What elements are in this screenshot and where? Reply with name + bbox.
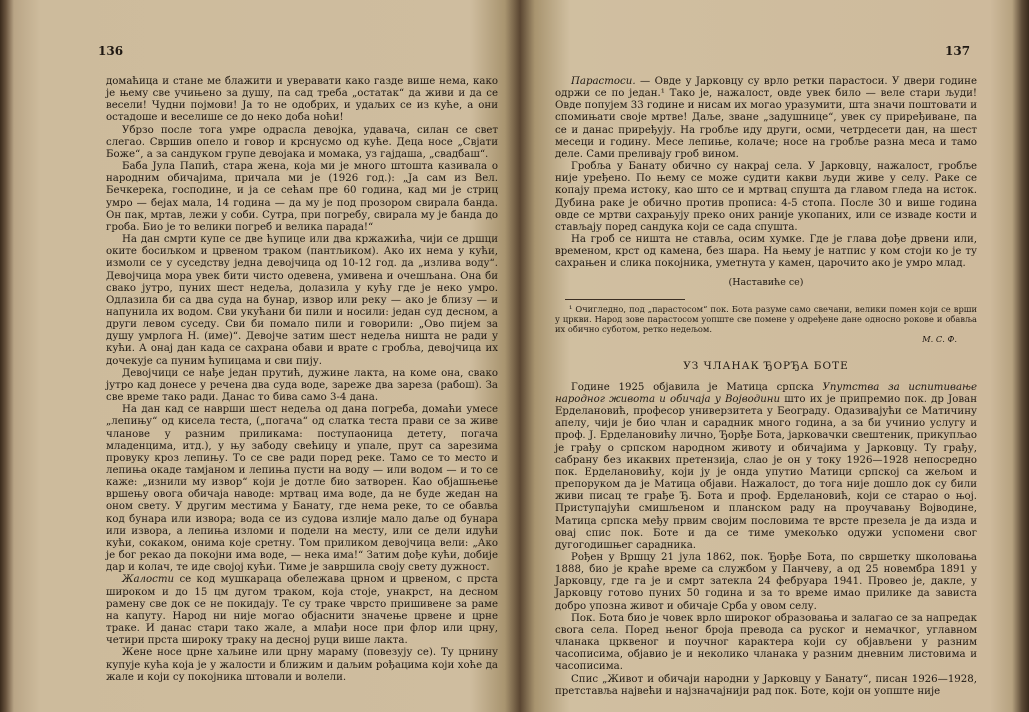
- paragraph-body: — Овде у Јарковцу су врло ретки парастоси. У двери године одржи се по један.¹ Тако је, нажалост, овде увек било — веле стари људи! Овде попујем 33 године и нисам их могао уразумити, шта значи поштовати и спомињати своје мртве! Даље, зване „задушнице“, увек су приређиване, па се и данас приређују. На гробље иду други, осми, четрдесети дан, на шест месеци и годину. Месе лепиње, колаче; носе на гробље разна меса и тамо деле. Сами преливају гроб вином.: [555, 76, 977, 160]
- paragraph: Спис „Живот и обичаји народни у Јарковцу у Банату“, писан 1926—1928, претставља највећи и најзначајнији рад пок. Боте, који он уопште није: [555, 673, 977, 697]
- paragraph: Гробља у Банату обично су накрај села. У Јарковцу, нажалост, гробље није уређено. По њему се може судити какви људи живе у селу. Раке се копају према истоку, као што се и мртвац спушта да главом гледа на исток. Дубина раке је обично против прописа: 4-5 стопа. После 30 и више година овде се мртви сахрањују преко оних раније укопаних, или се изваде кости и стављају поред сандука који се сада спушта.: [555, 161, 977, 233]
- footnote-rule: [565, 299, 685, 300]
- paragraph: Жалости се код мушкараца обележава црном и црвеном, с прста широком и до 15 цм дугом траком, која стоје, унакрст, на десном рамену све док се не покидају. Те су траке чврсто пришивене за раме на капуту. Народ ни није могао објаснити значење црвене и црне траке. И данас стари тако жале, а млађи носе при флор или црну, четири прста широку траку на десној руци више лакта.: [106, 574, 498, 647]
- right-page: [535, 0, 1005, 712]
- right-page-text: [555, 76, 977, 698]
- paragraph: домаћица и стане ме блажити и уверавати како газде више нема, како је њему све учињено за душу, па сад треба „остатак“ да живи и да се весели! Чудни појмови! Ја то не одобрих, и удаљих се из куће, а они остадоше и веселише се до неко доба ноћи!: [106, 76, 498, 124]
- footnote-signature: М. С. Ф.: [922, 333, 957, 344]
- parastosi-label: Парастоси.: [571, 76, 636, 87]
- zalosti-label: Жалости: [122, 574, 175, 586]
- left-page-text: [106, 76, 498, 684]
- paragraph: На дан кад се наврши шест недеља од дана погреба, домаћи умесе „лепињу“ од кисела теста, („погача“ од слатка теста прави се за живе чланове у разним приликама: поступаоница детету, погача младенцима, итд.), у њу забоду свећицу и упале, прут са зарезима провуку кроз лепињу. То се све ради поред реке. Тамо се то место и лепиња окаде тамјаном и лепиња пусти на воду — или водом — и то се каже: „изнили му извор“ који је дотле био затворен. Као објашњење вршењу овога обичаја наводе: мртвац има воде, да не буде жедан на оном свету. У другим местима у Банату, где нема реке, то се обавља код бунара или извора; вода се из судова излије мало даље од бунара или извора, а лепиња изломи и подели на месту, или се дели идући кући, сокаком, онима које сретну. Том приликом девојчица вели: „Ако је бог рекао да покојни има воде, — нека има!“ Затим дође кући, добије дар и колач, те иде својој кући. Тиме је завршила своју свету дужност.: [106, 404, 498, 574]
- paragraph: Рођен у Вршцу 21 јула 1862, пок. Ђорђе Бота, по свршетку школовања 1888, био је краће време са службом у Панчеву, а од 25 новембра 1891 у Јарковцу, где га је и смрт затекла 24 фебруара 1941. Провео је, дакле, у Јарковцу готово пуних 50 година и за то време имао прилике да зависта добро упозна живот и обичаје Срба у овом селу.: [555, 552, 977, 612]
- page-number-right: 137: [945, 44, 971, 58]
- continuation-note: (Наставиће се): [728, 276, 804, 288]
- paragraph: [555, 76, 977, 161]
- left-page: [18, 0, 508, 712]
- upustva-title: Упутства за испитивање народног живота и обичаја у Војводини: [555, 381, 978, 405]
- paragraph: На дан смрти купе се две ћупице или два кржажића, чији се дршци оките босиљком и црвеном траком (пантљиком). Ако их нема у кући, измоли се у суседству једна девојчица од 10-12 год. да „излива воду“. Девојчица мора увек бити чисто одевена, умивена и очешљана. Она би свако јутро, пуних шест недеља, долазила у кућу где је неко умро. Одлазила би са два суда на бунар, извор или реку — ако је близу — и напунила их водом. Сви укућани би пили и носили: један суд десном, а други левом суседу. Сви би помало пили и говорили: „Ово пијем за душу умрлога Н. (име)“. Девојче затим шест недеља ништа не ради у кући. А онај дан када се сахрана обави и врате с гробља, девојчица их дочекује са пуним ћупицама и сви пију.: [106, 234, 498, 367]
- footnote-text: ¹ Очигледно, под „парастосом“ пок. Бота разуме само свечани, велики помен који се врши у цркви. Народ зове парастосом уопште све помене у одређене дане односно рокове и обавља их обично суботом, ретко недељом.: [555, 303, 977, 334]
- paragraph: Девојчици се нађе један прутић, дужине лакта, на коме она, свако јутро кад донесе у речена два суда воде, зареже два зареза (рабош). За све време тако ради. Данас то бива само 3-4 дана.: [106, 367, 498, 404]
- section-heading: УЗ ЧЛАНАК ЂОРЂА БОТЕ: [683, 359, 849, 372]
- footnote: [555, 304, 977, 344]
- paragraph: Пок. Бота био је човек врло широког образовања и залагао се за напредак свога села. Поред њеног броја превода са руског и немачког, углавном чланака црквеног и поучног карактера који су објављени у разним часописима, објавио је и неколико чланака у разним дневним листовима и часописима.: [555, 612, 977, 673]
- page-number-left: 136: [98, 44, 124, 58]
- paragraph: На гроб се ништа не ставља, осим хумке. Где је глава дође дрвени или, временом, крст од камена, без шара. На њему је натпис у ком стоји ко је ту сахрањен и слика покојника, уметнута у камен, царочито ако је умро млад.: [555, 234, 977, 270]
- paragraph: Баба Јула Папић, стара жена, која ми је много штошта казивала о народним обичајима, причала ми је (1926 год.): „Ја сам из Вел. Бечкерека, господине, и ја се сећам пре 60 година, кад ми је стриц умро — бејах мала, 14 година — да му је под прозором свирала банда. Он пак, мртав, лежи у соби. Сутра, при погребу, свирала му је банда до гроба. Био је то велики погреб и велика парада!“: [106, 161, 498, 233]
- paragraph: Године 1925 објавила је Матица српска Упутства за испитивање народног живота и обичаја у Војводини што их је припремио пок. др Јован Ерделановић, професор универзитета у Београду. Одазивајући се Матичину апелу, чији је био члан и сарадник много година, а за би учинио услугу и проф. Ј. Ерделановићу лично, Ђорђе Бота, јарковачки свештеник, прикупљао је грађу о српском народном животу и обичајима у Јарковцу. Ту грађу, сабрану без икаквих претензија, слао је он у току 1926—1928 непосредно пок. Ерделановићу, који ју је онда упутио Матици српској са жељом и препоруком да је Матица објави. Нажалост, до тога није дошло док су били живи писац те грађе Ђ. Бота и проф. Ерделановић, који се старао о њој. Приступајући смишљеном и планском раду на проучавању Војводине, Матица српска међу првим својим пословима те врсте презела је да изда и овај спис пок. Боте и да се тиме умекољко одужи успомени свог дугогодишњег сарадника.: [555, 381, 978, 551]
- paragraph: Жене носе црне хаљине или црну мараму (повезују се). Ту црнину купује кућа која је у жалости и ближим и даљим рођацима који хоће да жале и који су покојника штовали и волели.: [106, 647, 498, 683]
- paragraph: Убрзо после тога умре одрасла девојка, удавача, силан се свет слегао. Свршив опело и говор и крснусмо од куће. Деца носе „Свјати Боже“, а за сандуком групе девојака и момака, уз гајдаша, „свадбаш“.: [106, 124, 498, 160]
